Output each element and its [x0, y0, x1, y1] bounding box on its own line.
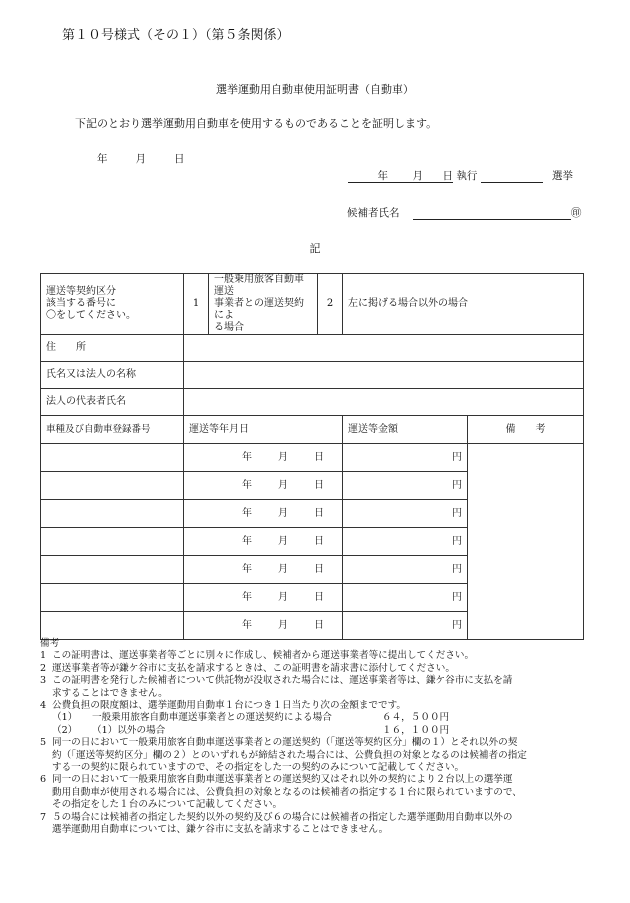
note-number: 1 [40, 650, 47, 662]
vehicle-cell[interactable] [41, 556, 184, 584]
month-label: 月 [278, 451, 288, 463]
election-year-label: 年 [377, 170, 388, 182]
note-number: 4 [40, 700, 47, 712]
yen-label: 円 [452, 563, 462, 575]
election-day-label: 日 [442, 170, 453, 182]
note-text: この証明書は、運送事業者等ごとに別々に作成し、候補者から運送事業者等に提出してください。 [52, 650, 475, 662]
vehicle-cell[interactable] [41, 528, 184, 556]
note-text: 公費負担の限度額は、選挙運動用自動車１台につき１日当たり次の金額までです。 [52, 700, 407, 712]
representative-field[interactable] [184, 389, 584, 416]
date-cell[interactable] [184, 472, 343, 500]
date-cell[interactable] [184, 556, 343, 584]
day-label: 日 [314, 591, 324, 603]
election-date-line [348, 168, 573, 184]
contract-row [41, 274, 584, 335]
remarks-cell[interactable] [468, 444, 584, 640]
amount-cell[interactable] [343, 444, 468, 472]
option-2-number[interactable]: 2 [318, 274, 343, 335]
amount-cell[interactable] [343, 612, 468, 640]
note-text: この証明書を発行した候補者について供託物が没収された場合には、運送事業者等は、鎌ケ谷市に支払を請 求することはできません。 [52, 675, 513, 699]
notes-heading: 備考 [40, 638, 60, 649]
intro-text: 下記のとおり選挙運動用自動車を使用するものであることを証明します。 [75, 117, 438, 130]
note-number: 6 [40, 774, 47, 786]
amount-cell[interactable] [343, 472, 468, 500]
option-1-number[interactable]: 1 [184, 274, 209, 335]
day-label: 日 [314, 451, 324, 463]
note-item [40, 700, 595, 712]
notes-section [40, 638, 595, 837]
amount-cell[interactable] [343, 500, 468, 528]
candidate-name-field[interactable] [413, 205, 571, 220]
election-ymd[interactable] [348, 168, 453, 183]
vehicle-cell[interactable] [41, 472, 184, 500]
note-text: ５の場合には候補者の指定した契約以外の契約及び６の場合には候補者の指定した選挙運動用自動車以外の 選挙運動用自動車については、鎌ケ谷市に支払を請求することはできません。 [52, 811, 513, 836]
day-label: 日 [314, 535, 324, 547]
limit-item [40, 725, 595, 737]
issue-day-label: 日 [174, 153, 185, 165]
yen-label: 円 [452, 591, 462, 603]
month-label: 月 [278, 619, 288, 631]
yen-label: 円 [452, 507, 462, 519]
ki-heading: 記 [309, 242, 321, 255]
issue-date [97, 151, 185, 166]
representative-row [41, 389, 584, 416]
month-label: 月 [278, 479, 288, 491]
issue-year-label: 年 [97, 153, 108, 165]
contract-label: 運送等契約区分 該当する番号に 〇をしてください。 [41, 274, 184, 335]
note-item [40, 675, 595, 700]
note-item [40, 812, 595, 837]
name-field[interactable] [184, 362, 584, 389]
date-column-header: 運送等年月日 [184, 416, 343, 444]
yen-label: 円 [452, 535, 462, 547]
address-row [41, 335, 584, 362]
vehicle-cell[interactable] [41, 500, 184, 528]
form-number: 第１０号様式（その１）（第５条関係） [62, 28, 290, 43]
note-number: 7 [40, 811, 47, 823]
limit-code: （2） [52, 724, 78, 736]
year-label: 年 [242, 479, 252, 491]
month-label: 月 [278, 563, 288, 575]
limit-label: （1）以外の場合 [92, 724, 166, 736]
candidate-name-row [347, 205, 581, 220]
note-text: 運送事業者等が鎌ケ谷市に支払を請求するときは、この証明書を請求書に添付してください。 [52, 662, 455, 674]
table-row [41, 444, 584, 472]
note-number: 3 [40, 675, 47, 687]
year-label: 年 [242, 535, 252, 547]
note-number: 2 [40, 662, 47, 674]
year-label: 年 [242, 563, 252, 575]
date-cell[interactable] [184, 612, 343, 640]
yen-label: 円 [452, 619, 462, 631]
document-title: 選挙運動用自動車使用証明書（自動車） [216, 83, 414, 96]
day-label: 日 [314, 619, 324, 631]
vehicle-cell[interactable] [41, 612, 184, 640]
note-item [40, 650, 595, 662]
vehicle-column-header: 車種及び自動車登録番号 [41, 416, 184, 444]
executed-label: 執行 [456, 170, 478, 182]
limit-amount: ６４，５００円 [382, 712, 450, 724]
day-label: 日 [314, 563, 324, 575]
amount-column-header: 運送等金額 [343, 416, 468, 444]
election-month-label: 月 [412, 170, 423, 182]
address-label: 住 所 [41, 335, 184, 362]
candidate-name-label: 候補者氏名 [347, 207, 400, 219]
date-cell[interactable] [184, 584, 343, 612]
month-label: 月 [278, 535, 288, 547]
option-1-text: 一般乗用旅客自動車運送 事業者との運送契約によ る場合 [209, 274, 318, 335]
vehicle-cell[interactable] [41, 444, 184, 472]
representative-label: 法人の代表者氏名 [41, 389, 184, 416]
vehicle-header-row [41, 416, 584, 444]
address-field[interactable] [184, 335, 584, 362]
day-label: 日 [314, 479, 324, 491]
seal-mark: ㊞ [570, 207, 582, 219]
election-label: 選挙 [552, 170, 574, 182]
remarks-column-header: 備 考 [468, 416, 584, 444]
election-name-field[interactable] [481, 168, 543, 183]
limit-amount: １６，１００円 [382, 724, 450, 736]
vehicle-cell[interactable] [41, 584, 184, 612]
note-text: 同一の日において一般乗用旅客自動車運送事業者との運送契約（「運送等契約区分」欄の１）とそれ以外の契 約（「運送等契約区分」欄の２）とのいずれもが締結された場合には、公費負担の対象となるのは候補者の指定 する一の契約に限られていますので、その指定をした一の契約のみについて記載してください。 [52, 737, 527, 774]
day-label: 日 [314, 507, 324, 519]
year-label: 年 [242, 451, 252, 463]
note-text: 同一の日において一般乗用旅客自動車運送事業者との運送契約又はそれ以外の契約により２台以上の選挙運 動用自動車が使用される場合には、公費負担の対象となるのは候補者の指定する１台に限られていますので、 その指定をした１台のみについて記載してください。 [52, 774, 522, 811]
yen-label: 円 [452, 479, 462, 491]
month-label: 月 [278, 507, 288, 519]
note-item [40, 663, 595, 675]
amount-cell[interactable] [343, 528, 468, 556]
amount-cell[interactable] [343, 556, 468, 584]
year-label: 年 [242, 507, 252, 519]
usage-table [40, 273, 584, 640]
limit-label: 一般乗用旅客自動車運送事業者との運送契約による場合 [92, 712, 332, 724]
name-row [41, 362, 584, 389]
date-cell[interactable] [184, 500, 343, 528]
note-number: 5 [40, 737, 47, 749]
date-cell[interactable] [184, 444, 343, 472]
note-item [40, 737, 595, 774]
limit-code: （1） [52, 712, 78, 724]
month-label: 月 [278, 591, 288, 603]
name-label: 氏名又は法人の名称 [41, 362, 184, 389]
year-label: 年 [242, 619, 252, 631]
yen-label: 円 [452, 451, 462, 463]
issue-month-label: 月 [135, 153, 146, 165]
year-label: 年 [242, 591, 252, 603]
amount-cell[interactable] [343, 584, 468, 612]
option-2-text: 左に掲げる場合以外の場合 [343, 274, 584, 335]
note-item [40, 774, 595, 811]
date-cell[interactable] [184, 528, 343, 556]
limit-item [40, 712, 595, 724]
